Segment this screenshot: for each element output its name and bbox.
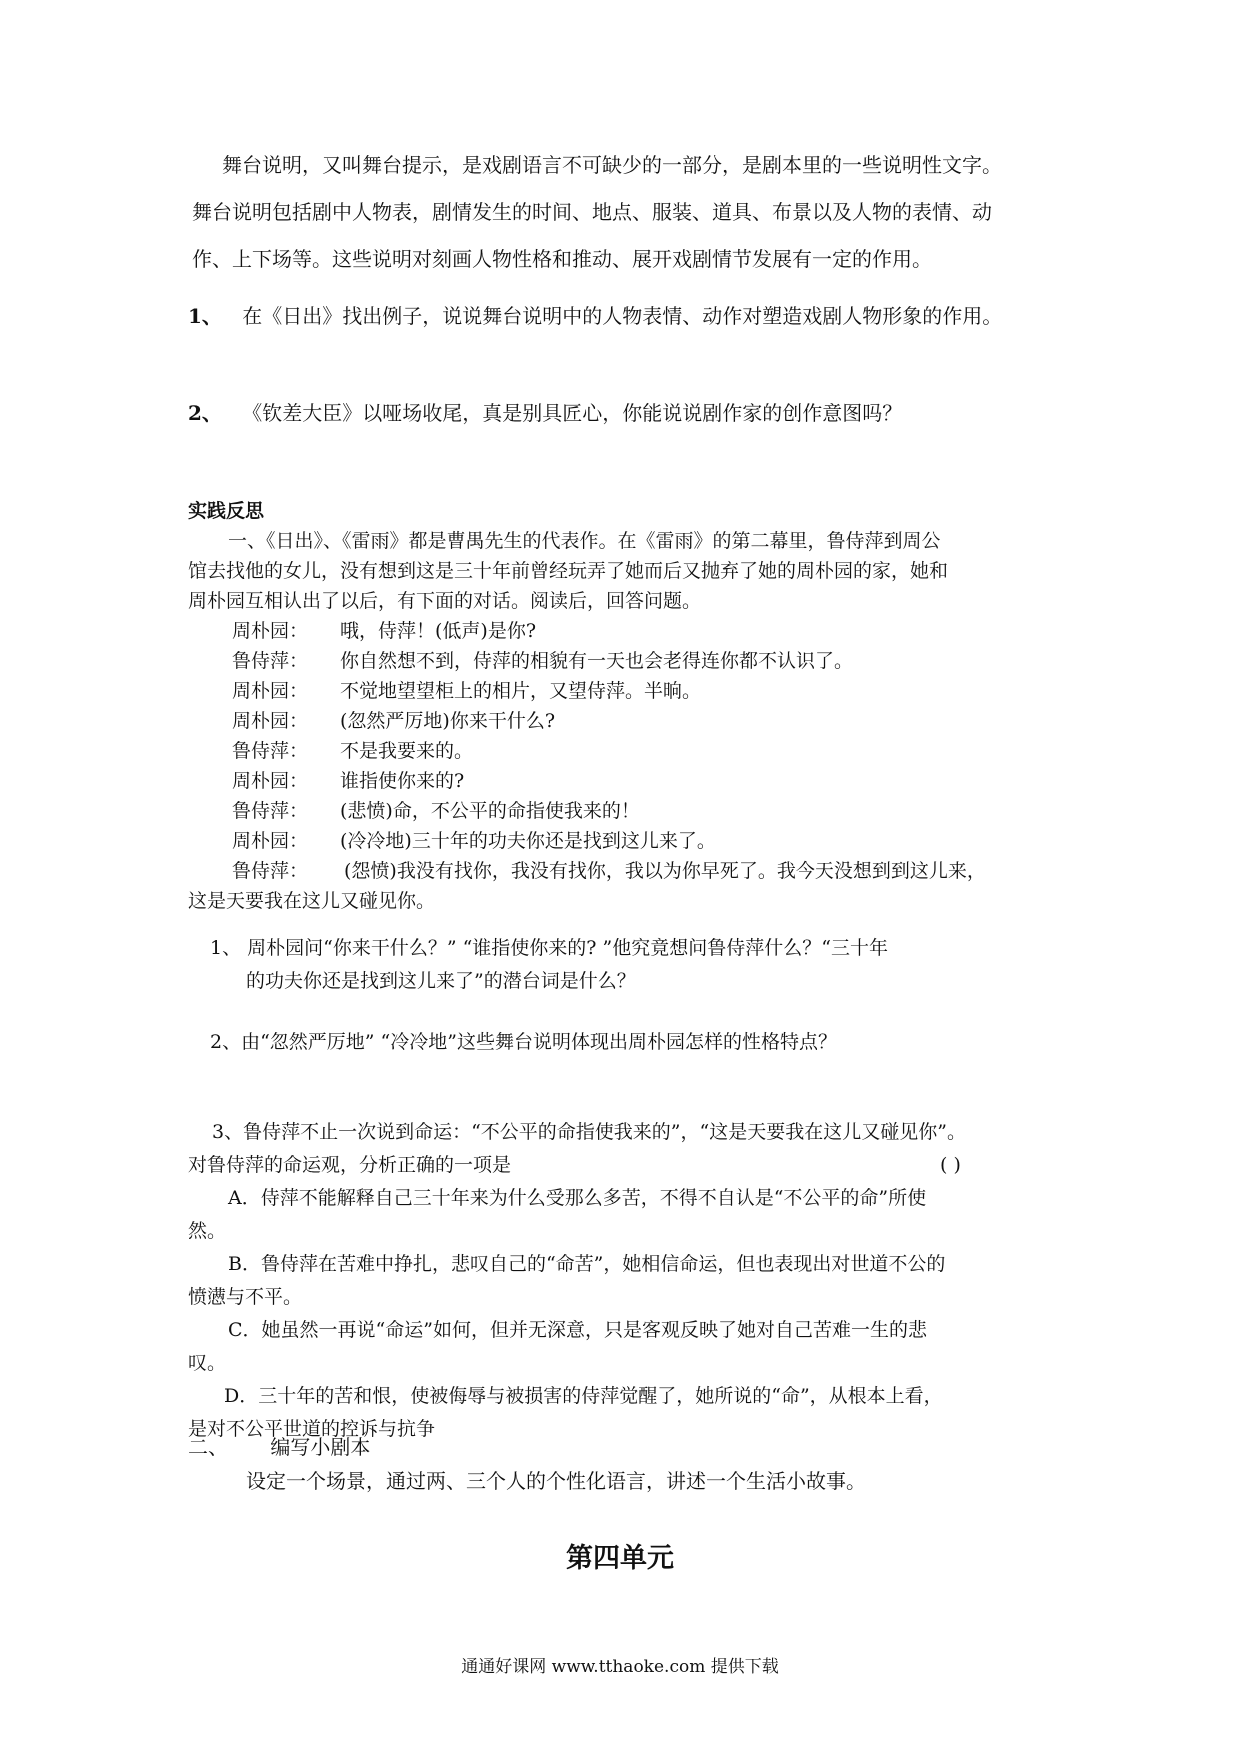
- option-line: 愤懑与不平。: [188, 1286, 303, 1308]
- speech: (怨愤)我没有找你，我没有找你，我以为你早死了。我今天没想到到这儿来，: [344, 860, 986, 882]
- question-number: 1、: [188, 304, 222, 328]
- question-line: 3、鲁侍萍不止一次说到命运：“不公平的命指使我来的”，“这是天要我在这儿又碰见你”。: [212, 1121, 966, 1143]
- question-2: [188, 398, 902, 428]
- speaker: 周朴园：: [232, 680, 309, 702]
- unit-title: 第四单元: [566, 1543, 674, 1574]
- dialogue-line: [232, 796, 853, 826]
- answer-bracket: ( ): [940, 1154, 961, 1176]
- speech: 不觉地望望柜上的相片，又望侍萍。半晌。: [340, 680, 702, 702]
- dialogue-line: [232, 736, 853, 766]
- part1-intro: [188, 526, 948, 616]
- speaker: 鲁侍萍：: [232, 650, 309, 672]
- speech: (悲愤)命，不公平的命指使我来的！: [340, 800, 640, 822]
- dialogue-line: [232, 646, 853, 676]
- speaker: 周朴园：: [232, 620, 309, 642]
- part2-text: 设定一个场景，通过两、三个人的个性化语言，讲述一个生活小故事。: [246, 1469, 866, 1493]
- question-1: [188, 301, 1002, 331]
- speech: 不是我要来的。: [340, 740, 474, 762]
- intro-line: 舞台说明包括剧中人物表，剧情发生的时间、地点、服装、道具、布景以及人物的表情、动: [192, 200, 992, 224]
- dialogue-line: [232, 676, 853, 706]
- last-speech-line: [188, 856, 986, 886]
- dialogue-line: [232, 766, 853, 796]
- question-line: 1、 周朴园问“你来干什么？” “谁指使你来的? ”他究竟想问鲁侍萍什么？“三十年: [210, 937, 888, 959]
- speaker: 周朴园：: [232, 830, 309, 852]
- dialogue-line: [232, 616, 853, 646]
- intro-line: 作、上下场等。这些说明对刻画人物性格和推动、展开戏剧情节发展有一定的作用。: [192, 247, 932, 271]
- part-number: 二、: [188, 1435, 228, 1459]
- question-line: 2、由“忽然严厉地” “冷冷地”这些舞台说明体现出周朴园怎样的性格特点？: [210, 1031, 837, 1053]
- option-line: 叹。: [188, 1352, 227, 1374]
- option-line: D．三十年的苦和恨，使被侮辱与被损害的侍萍觉醒了，她所说的“命”，从根本上看，: [224, 1385, 943, 1407]
- part2-heading: [188, 1432, 370, 1462]
- speech: 你自然想不到，侍萍的相貌有一天也会老得连你都不认识了。: [340, 650, 854, 672]
- footer: 通通好课网 www.tthaoke.com 提供下载: [461, 1657, 779, 1677]
- part1-line: 一、《日出》、《雷雨》都是曹禺先生的代表作。在《雷雨》的第二幕里，鲁侍萍到周公: [228, 530, 941, 552]
- speech: (忽然严厉地)你来干什么?: [340, 710, 556, 732]
- question-line: [188, 1149, 966, 1182]
- practice-question-1: [210, 932, 888, 998]
- speaker: 周朴园：: [232, 710, 309, 732]
- last-speech-line: 这是天要我在这儿又碰见你。: [188, 890, 436, 912]
- option-line: 是对不公平世道的控诉与抗争: [188, 1418, 436, 1440]
- question-line: 的功夫你还是找到这儿来了”的潜台词是什么？: [246, 970, 636, 992]
- option-line: A．侍萍不能解释自己三十年来为什么受那么多苦，不得不自认是“不公平的命”所使: [228, 1187, 927, 1209]
- last-speech: [188, 856, 986, 916]
- dialogue: [232, 616, 853, 856]
- dialogue-line: [232, 826, 853, 856]
- intro-line: 舞台说明，又叫舞台提示，是戏剧语言不可缺少的一部分，是剧本里的一些说明性文字。: [222, 153, 1002, 177]
- dialogue-line: [232, 706, 853, 736]
- part1-line: 周朴园互相认出了以后，有下面的对话。阅读后，回答问题。: [188, 590, 702, 612]
- question-text: 《钦差大臣》以哑场收尾，真是别具匠心，你能说说剧作家的创作意图吗？: [242, 401, 903, 425]
- intro-paragraph: [192, 142, 1002, 283]
- part-title: 编写小剧本: [270, 1435, 371, 1459]
- section-heading: 实践反思: [188, 500, 265, 522]
- part1-line: 馆去找他的女儿，没有想到这是三十年前曾经玩弄了她而后又抛弃了她的周朴园的家，她和: [188, 560, 949, 582]
- speaker: 鲁侍萍：: [232, 860, 309, 882]
- speech: 哦，侍萍！(低声)是你?: [340, 620, 537, 642]
- question-text: 在《日出》找出例子，说说舞台说明中的人物表情、动作对塑造戏剧人物形象的作用。: [242, 304, 1003, 328]
- question-text: 对鲁侍萍的命运观，分析正确的一项是: [188, 1154, 512, 1176]
- option-line: C．她虽然一再说“命运”如何，但并无深意，只是客观反映了她对自己苦难一生的悲: [228, 1319, 927, 1341]
- options: [188, 1182, 945, 1446]
- speech: 谁指使你来的?: [340, 770, 465, 792]
- speaker: 周朴园：: [232, 770, 309, 792]
- practice-question-2: [210, 1026, 837, 1059]
- speaker: 鲁侍萍：: [232, 800, 309, 822]
- option-line: B．鲁侍萍在苦难中挣扎，悲叹自己的“命苦”，她相信命运，但也表现出对世道不公的: [228, 1253, 946, 1275]
- speech: (冷冷地)三十年的功夫你还是找到这儿来了。: [340, 830, 716, 852]
- practice-question-3: [188, 1116, 966, 1182]
- question-number: 2、: [188, 401, 222, 425]
- option-line: 然。: [188, 1220, 227, 1242]
- speaker: 鲁侍萍：: [232, 740, 309, 762]
